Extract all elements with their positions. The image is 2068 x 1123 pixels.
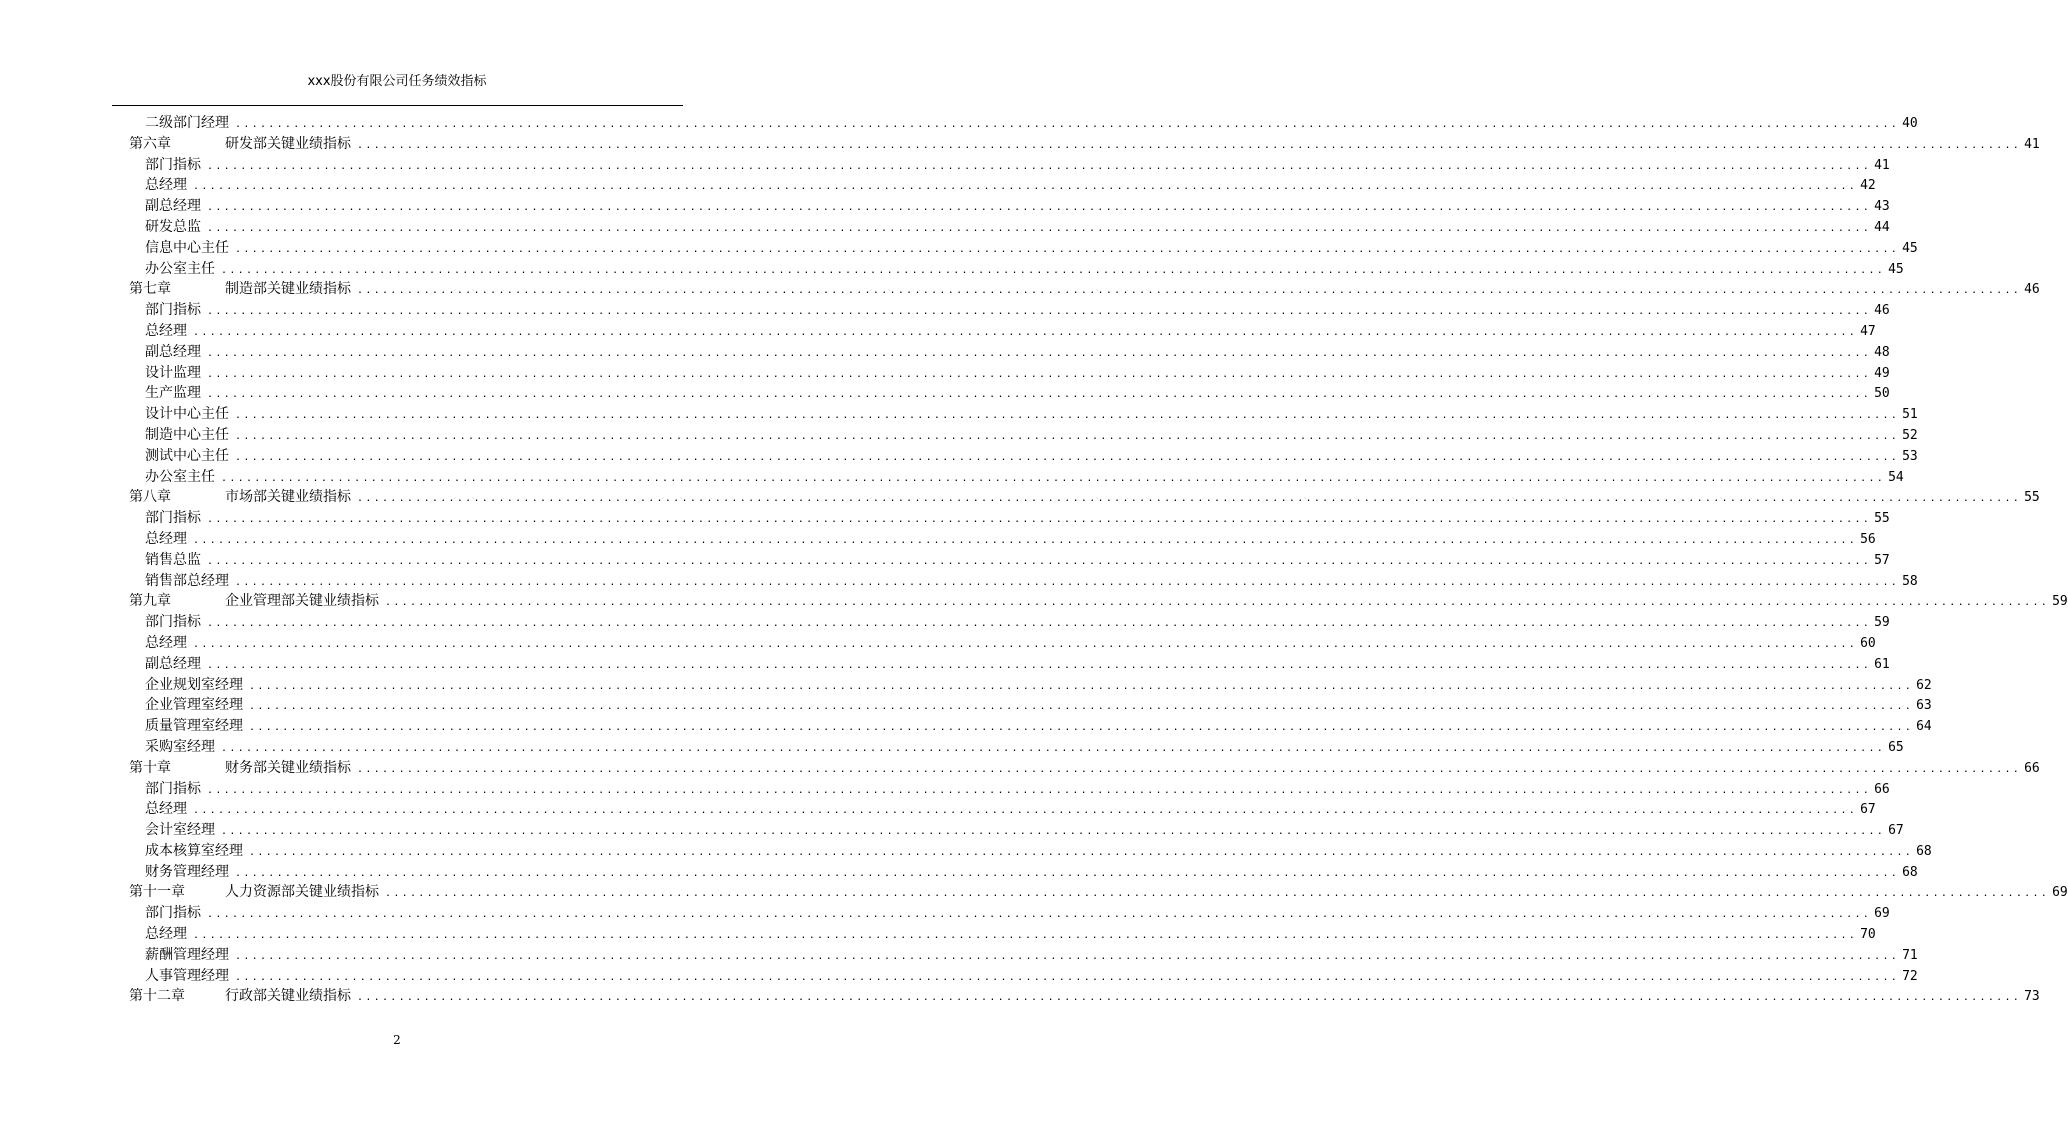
dot-leader: ........................................................................................................................................................................................................: [207, 514, 1872, 526]
dot-leader: ........................................................................................................................................................................................................: [235, 576, 1900, 588]
toc-chapter-entry[interactable]: [129, 279, 2040, 300]
toc-page-number: 63: [1916, 698, 1932, 714]
toc-chapter-entry[interactable]: [129, 591, 2068, 612]
dot-leader: ........................................................................................................................................................................................................: [235, 410, 1900, 422]
toc-entry[interactable]: [129, 175, 1876, 196]
toc-page-number: 48: [1874, 344, 1890, 360]
toc-entry[interactable]: [129, 259, 1904, 280]
dot-leader: ........................................................................................................................................................................................................: [357, 139, 2022, 151]
toc-entry-title: 副总经理: [145, 198, 201, 215]
toc-entry[interactable]: [129, 529, 1876, 550]
chapter-number: 第八章: [129, 489, 171, 506]
dot-leader: ........................................................................................................................................................................................................: [193, 930, 1858, 942]
dot-leader: ........................................................................................................................................................................................................: [221, 742, 1886, 754]
toc-entry-title: 财务管理经理: [145, 863, 229, 880]
dot-leader: ........................................................................................................................................................................................................: [207, 909, 1872, 921]
toc-entry[interactable]: [129, 300, 1890, 321]
toc-entry[interactable]: [129, 654, 1890, 675]
toc-page-number: 65: [1888, 739, 1904, 755]
toc-entry[interactable]: [129, 633, 1876, 654]
toc-page-number: 55: [1874, 511, 1890, 527]
dot-leader: ........................................................................................................................................................................................................: [207, 784, 1872, 796]
toc-entry-title: 总经理: [145, 322, 187, 339]
table-of-contents: [129, 113, 2068, 1007]
toc-page-number: 68: [1902, 864, 1918, 880]
toc-page-number: 46: [2024, 282, 2040, 298]
dot-leader: ........................................................................................................................................................................................................: [207, 555, 1872, 567]
toc-entry-title: 采购室经理: [145, 738, 215, 755]
chapter-number: 第十章: [129, 759, 171, 776]
toc-chapter-entry[interactable]: [129, 134, 2040, 155]
toc-entry-title: 总经理: [145, 634, 187, 651]
toc-entry[interactable]: [129, 550, 1890, 571]
toc-page-number: 41: [1874, 157, 1890, 173]
dot-leader: ........................................................................................................................................................................................................: [207, 202, 1872, 214]
dot-leader: ........................................................................................................................................................................................................: [193, 805, 1858, 817]
toc-page-number: 69: [2052, 885, 2068, 901]
toc-entry[interactable]: [129, 342, 1890, 363]
dot-leader: ........................................................................................................................................................................................................: [385, 597, 2050, 609]
toc-entry-title: 副总经理: [145, 655, 201, 672]
toc-page-number: 51: [1902, 407, 1918, 423]
toc-page-number: 61: [1874, 656, 1890, 672]
toc-entry[interactable]: [129, 113, 1918, 134]
toc-page-number: 43: [1874, 199, 1890, 215]
toc-entry[interactable]: [129, 508, 1890, 529]
toc-entry[interactable]: [129, 571, 1918, 592]
toc-chapter-entry[interactable]: [129, 882, 2068, 903]
toc-entry-title: 副总经理: [145, 343, 201, 360]
toc-page-number: 56: [1860, 531, 1876, 547]
toc-chapter-entry[interactable]: [129, 986, 2040, 1007]
toc-entry-title: 企业管理部关键业绩指标: [225, 593, 379, 610]
toc-entry-title: 财务部关键业绩指标: [225, 759, 351, 776]
dot-leader: ........................................................................................................................................................................................................: [249, 701, 1914, 713]
toc-page-number: 66: [1874, 781, 1890, 797]
dot-leader: ........................................................................................................................................................................................................: [249, 722, 1914, 734]
toc-entry-title: 企业规划室经理: [145, 676, 243, 693]
toc-page-number: 72: [1902, 968, 1918, 984]
toc-entry[interactable]: [129, 196, 1890, 217]
dot-leader: ........................................................................................................................................................................................................: [357, 285, 2022, 297]
toc-entry[interactable]: [129, 383, 1890, 404]
toc-entry-title: 信息中心主任: [145, 239, 229, 256]
toc-entry[interactable]: [129, 155, 1890, 176]
toc-page-number: 57: [1874, 552, 1890, 568]
toc-entry[interactable]: [129, 779, 1890, 800]
toc-entry-title: 设计中心主任: [145, 406, 229, 423]
toc-entry-title: 部门指标: [145, 905, 201, 922]
toc-entry-title: 部门指标: [145, 302, 201, 319]
toc-entry[interactable]: [129, 404, 1918, 425]
dot-leader: ........................................................................................................................................................................................................: [357, 763, 2022, 775]
dot-leader: ........................................................................................................................................................................................................: [235, 971, 1900, 983]
toc-page-number: 47: [1860, 323, 1876, 339]
toc-entry-title: 企业管理室经理: [145, 697, 243, 714]
dot-leader: ........................................................................................................................................................................................................: [235, 119, 1900, 130]
toc-entry[interactable]: [129, 820, 1904, 841]
toc-entry[interactable]: [129, 903, 1890, 924]
toc-entry[interactable]: [129, 737, 1904, 758]
toc-entry-title: 行政部关键业绩指标: [225, 988, 351, 1005]
dot-leader: ........................................................................................................................................................................................................: [385, 888, 2050, 900]
toc-entry-title: 办公室主任: [145, 468, 215, 485]
chapter-number: 第十二章: [129, 988, 185, 1005]
toc-entry[interactable]: [129, 862, 1918, 883]
toc-entry-title: 测试中心主任: [145, 447, 229, 464]
dot-leader: ........................................................................................................................................................................................................: [221, 264, 1886, 276]
toc-entry[interactable]: [129, 695, 1932, 716]
toc-entry-title: 部门指标: [145, 156, 201, 173]
toc-page-number: 68: [1916, 843, 1932, 859]
toc-page-number: 59: [2052, 594, 2068, 610]
toc-entry-title: 设计监理: [145, 364, 201, 381]
toc-entry[interactable]: [129, 612, 1890, 633]
dot-leader: ........................................................................................................................................................................................................: [221, 826, 1886, 838]
toc-page-number: 40: [1902, 116, 1918, 131]
toc-entry-title: 人力资源部关键业绩指标: [225, 884, 379, 901]
dot-leader: ........................................................................................................................................................................................................: [193, 326, 1858, 338]
toc-entry-title: 部门指标: [145, 510, 201, 527]
dot-leader: ........................................................................................................................................................................................................: [207, 160, 1872, 172]
toc-entry[interactable]: [129, 425, 1918, 446]
toc-entry-title: 质量管理室经理: [145, 718, 243, 735]
toc-chapter-entry[interactable]: [129, 758, 2040, 779]
toc-entry-title: 办公室主任: [145, 260, 215, 277]
toc-entry-title: 总经理: [145, 530, 187, 547]
toc-entry-title: 二级部门经理: [145, 115, 229, 131]
toc-entry-title: 总经理: [145, 926, 187, 943]
toc-entry-title: 销售部总经理: [145, 572, 229, 589]
toc-page-number: 54: [1888, 469, 1904, 485]
toc-page-number: 73: [2024, 989, 2040, 1005]
toc-entry-title: 总经理: [145, 177, 187, 194]
toc-chapter-entry[interactable]: [129, 487, 2040, 508]
toc-page-number: 49: [1874, 365, 1890, 381]
toc-page-number: 53: [1902, 448, 1918, 464]
header-divider: [112, 105, 683, 106]
toc-page-number: 44: [1874, 219, 1890, 235]
toc-page-number: 55: [2024, 490, 2040, 506]
toc-page-number: 42: [1860, 178, 1876, 194]
toc-entry-title: 研发部关键业绩指标: [225, 135, 351, 152]
toc-entry-title: 会计室经理: [145, 822, 215, 839]
toc-page-number: 45: [1902, 240, 1918, 256]
dot-leader: ........................................................................................................................................................................................................: [207, 368, 1872, 380]
dot-leader: ........................................................................................................................................................................................................: [193, 638, 1858, 650]
dot-leader: ........................................................................................................................................................................................................: [207, 306, 1872, 318]
dot-leader: ........................................................................................................................................................................................................: [221, 472, 1886, 484]
dot-leader: ........................................................................................................................................................................................................: [357, 493, 2022, 505]
toc-entry[interactable]: [129, 799, 1876, 820]
toc-page-number: 62: [1916, 677, 1932, 693]
toc-entry-title: 研发总监: [145, 218, 201, 235]
toc-entry[interactable]: [129, 841, 1932, 862]
toc-entry-title: 制造中心主任: [145, 426, 229, 443]
toc-page-number: 69: [1874, 906, 1890, 922]
toc-entry[interactable]: [129, 675, 1932, 696]
dot-leader: ........................................................................................................................................................................................................: [249, 846, 1914, 858]
dot-leader: ........................................................................................................................................................................................................: [235, 950, 1900, 962]
toc-page-number: 64: [1916, 719, 1932, 735]
toc-entry[interactable]: [129, 945, 1918, 966]
toc-entry[interactable]: [129, 238, 1918, 259]
toc-entry-title: 总经理: [145, 801, 187, 818]
dot-leader: ........................................................................................................................................................................................................: [193, 181, 1858, 193]
dot-leader: ........................................................................................................................................................................................................: [249, 680, 1914, 692]
toc-entry-title: 薪酬管理经理: [145, 946, 229, 963]
chapter-number: 第十一章: [129, 884, 185, 901]
toc-entry[interactable]: [129, 716, 1932, 737]
chapter-number: 第九章: [129, 593, 171, 610]
toc-page-number: 59: [1874, 615, 1890, 631]
dot-leader: ........................................................................................................................................................................................................: [235, 451, 1900, 463]
dot-leader: ........................................................................................................................................................................................................: [207, 222, 1872, 234]
dot-leader: ........................................................................................................................................................................................................: [207, 389, 1872, 401]
toc-entry-title: 制造部关键业绩指标: [225, 281, 351, 298]
dot-leader: ........................................................................................................................................................................................................: [193, 534, 1858, 546]
dot-leader: ........................................................................................................................................................................................................: [207, 347, 1872, 359]
toc-entry-title: 成本核算室经理: [145, 842, 243, 859]
toc-page-number: 70: [1860, 927, 1876, 943]
toc-entry-title: 部门指标: [145, 614, 201, 631]
page-header: xxx股份有限公司任务绩效指标: [307, 74, 487, 89]
toc-page-number: 41: [2024, 136, 2040, 152]
toc-entry[interactable]: [129, 321, 1876, 342]
toc-entry-title: 市场部关键业绩指标: [225, 489, 351, 506]
toc-page-number: 50: [1874, 386, 1890, 402]
toc-page-number: 46: [1874, 303, 1890, 319]
toc-entry-title: 销售总监: [145, 551, 201, 568]
toc-entry-title: 部门指标: [145, 780, 201, 797]
dot-leader: ........................................................................................................................................................................................................: [357, 992, 2022, 1004]
toc-entry[interactable]: [129, 363, 1890, 384]
dot-leader: ........................................................................................................................................................................................................: [207, 618, 1872, 630]
toc-page-number: 71: [1902, 947, 1918, 963]
toc-page-number: 52: [1902, 427, 1918, 443]
toc-entry[interactable]: [129, 924, 1876, 945]
chapter-number: 第七章: [129, 281, 171, 298]
toc-entry[interactable]: [129, 446, 1918, 467]
toc-entry[interactable]: [129, 217, 1890, 238]
dot-leader: ........................................................................................................................................................................................................: [207, 659, 1872, 671]
dot-leader: ........................................................................................................................................................................................................: [235, 430, 1900, 442]
toc-entry[interactable]: [129, 966, 1918, 987]
toc-page-number: 45: [1888, 261, 1904, 277]
page-number: 2: [393, 1033, 401, 1047]
toc-page-number: 60: [1860, 635, 1876, 651]
chapter-number: 第六章: [129, 135, 171, 152]
toc-page-number: 67: [1888, 823, 1904, 839]
dot-leader: ........................................................................................................................................................................................................: [235, 867, 1900, 879]
toc-entry[interactable]: [129, 467, 1904, 488]
toc-page-number: 58: [1902, 573, 1918, 589]
toc-page-number: 67: [1860, 802, 1876, 818]
toc-entry-title: 生产监理: [145, 385, 201, 402]
toc-page-number: 66: [2024, 760, 2040, 776]
dot-leader: ........................................................................................................................................................................................................: [235, 243, 1900, 255]
toc-entry-title: 人事管理经理: [145, 967, 229, 984]
